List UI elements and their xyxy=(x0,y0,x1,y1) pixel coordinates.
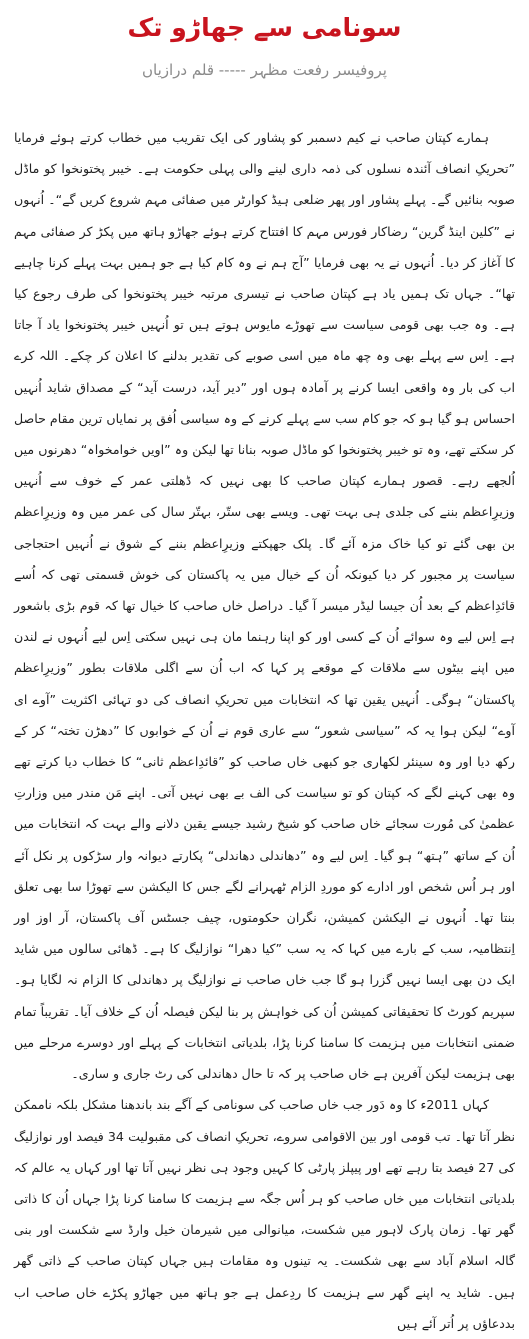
article-paragraph-1: ہمارے کپتان صاحب نے کیم دسمبر کو پشاور کی ایک تقریب میں خطاب کرتے ہوئے فرمایا ”تحریکِ انصاف آئندہ نسلوں کی ذمہ داری لینے والی پہلی حکومت ہے۔ خیبر پختونخوا کو ماڈل صوبہ بنائیں گے۔ پہلے پشاور اور پھر ضلعی ہیڈ کوارٹر میں صفائی مہم شروع کریں گے“۔ اُنہوں نے ”کلین اینڈ گرین“ رضاکار فورس مہم کا افتتاح کرتے ہوئے جھاڑو ہاتھ میں پکڑ کر صفائی مہم کا آغاز کر دیا۔ اُنہوں نے یہ بھی فرمایا ”آج ہم نے وہ کام کیا ہے جو ہمیں بہت پہلے کرنا چاہیے تھا“۔ جہاں تک ہمیں یاد ہے کپتان صاحب نے تیسری مرتبہ خیبر پختونخوا کی طرف رجوع کیا ہے۔ وہ جب بھی قومی سیاست سے تھوڑے مایوس ہوتے ہیں تو اُنہیں خیبر پختونخوا یاد آ جاتا ہے۔ اِس سے پہلے بھی وہ چھ ماہ میں اسی صوبے کی تقدیر بدلنے کا اعلان کر چکے۔ اللہ کرے اب کی بار وہ واقعی ایسا کرنے پر آمادہ ہوں اور ”دیر آید، درست آید“ کے مصداق شاید اُنہیں احساس ہو گیا ہو کہ جو کام سب سے پہلے کرنے کے وہ سیاسی اُفق پر نمایاں ترین مقام حاصل کر سکتے تھے، وہ تو خیبر پختونخوا کو ماڈل صوبہ بنانا تھا لیکن وہ ”اویں خوامخواہ“ دھرنوں میں اُلجھے رہے۔ قصور ہمارے کپتان صاحب کا بھی نہیں کہ ڈھلتی عمر کے خوف سے اُنہیں وزیرِاعظم بننے کی جلدی ہی بہت تھی۔ ویسے بھی ستّر، بہتّر سال کی عمر میں وہ وزیرِاعظم بن بھی گئے تو کیا خاک مزہ آئے گا۔ پلک جھپکتے وزیرِاعظم بننے کے شوق نے اُنہیں احتجاجی سیاست پر مجبور کر دیا کیونکہ اُن کے خیال میں یہ پاکستان کی خوش قسمتی تھی کہ اُسے قائدِاعظم کے بعد اُن جیسا لیڈر میسر آ گیا۔ دراصل خاں صاحب کا خیال تھا کہ قوم بڑی باشعور ہے اِس لیے وہ سوائے اُن کے کسی اور کو اپنا رہنما مان ہی نہیں سکتی اِس لیے اُنہوں نے لندن میں اپنے بیٹوں سے ملاقات کے موقعے پر کہا کہ اب اُن سے اگلی ملاقات بطور ”وزیرِاعظم پاکستان“ ہوگی۔ اُنہیں یقین تھا کہ انتخابات میں تحریکِ انصاف کی دو تہائی اکثریت ”آوے ای آوے“ لیکن ہوا یہ کہ ”سیاسی شعور“ سے عاری قوم نے اُن کے خوابوں کا ”دھڑن تختہ“ کر کے رکھ دیا اور وہ سینئر لکھاری جو کبھی خاں صاحب کو ”قائدِاعظم ثانی“ کا خطاب دیا کرتے تھے وہ بھی کہنے لگے کہ کپتان کو تو سیاست کی الف بے بھی نہیں آتی۔ اپنے مَن مندر میں وزارتِ عظمیٰ کی مُورت سجائے خاں صاحب کو شیخ رشید جیسے یقین دلانے والے بہت کہ انتخابات میں اُن کے ساتھ ”ہتھ“ ہو گیا۔ اِس لیے وہ ”دھاندلی دھاندلی“ پکارتے دیوانہ وار سڑکوں پر نکل آئے اور ہر اُس شخص اور ادارے کو موردِ الزام ٹھہرانے لگے جس کا الیکشن سے تھوڑا سا بھی تعلق بنتا تھا۔ اُنہوں نے الیکشن کمیشن، نگران حکومتوں، چیف جسٹس آف پاکستان، آر اوز اور اِنتظامیہ، سب کے بارے میں کہا کہ یہ سب ”کیا دھرا“ نوازلیگ کا ہے۔ ڈھائی سالوں میں شاید ایک دن بھی ایسا نہیں گزرا ہو گا جب خاں صاحب نے نوازلیگ پر دھاندلی کا الزام نہ لگایا ہو۔ سپریم کورٹ کا تحقیقاتی کمیشن اُن کی خواہش پر بنا لیکن فیصلہ اُن کے خلاف آیا۔ تقریباً تمام ضمنی انتخابات میں ہزیمت کا سامنا کرنا پڑا، بلدیاتی انتخابات کے پہلے اور دوسرے مرحلے میں بھی ہزیمت لیکن آفرین ہے خاں صاحب پر کہ تا حال دھاندلی کی رٹ جاری و ساری۔ xyxy=(14,130,515,1082)
article-body xyxy=(14,122,515,1331)
author-byline: پروفیسر رفعت مظہر ----- قلم درازیاں xyxy=(142,61,387,79)
article-paragraph-2: کہاں 2011ء کا وہ دَور جب خاں صاحب کی سونامی کے آگے بند باندھنا مشکل بلکہ ناممکن نظر آتا تھا۔ تب قومی اور بین الاقوامی سروے، تحریکِ انصاف کی مقبولیت 34 فیصد اور نوازلیگ کی 27 فیصد بتا رہے تھے اور پیپلز پارٹی کا کہیں وجود ہی نظر نہیں آتا تھا اور کہاں یہ عالم کہ بلدیاتی انتخابات میں خاں صاحب کو ہر اُس جگہ سے ہزیمت کا سامنا کرنا پڑا جہاں اُن کا ذاتی گھر تھا۔ زمان پارک لاہور میں شکست، میانوالی میں شیرمان خیل وارڈ سے شکست اور بنی گالہ اسلام آباد سے بھی شکست۔ یہ تینوں وہ مقامات ہیں جہاں کپتان صاحب کے ذاتی گھر ہیں۔ شاید یہ اپنے گھر سے ہزیمت کا ردِعمل ہے جو ہاتھ میں جھاڑو پکڑے خاں صاحب اب بددعاؤں پر اُتر آئے ہیں xyxy=(14,1097,515,1331)
article-title: سونامی سے جھاڑو تک xyxy=(127,13,402,42)
